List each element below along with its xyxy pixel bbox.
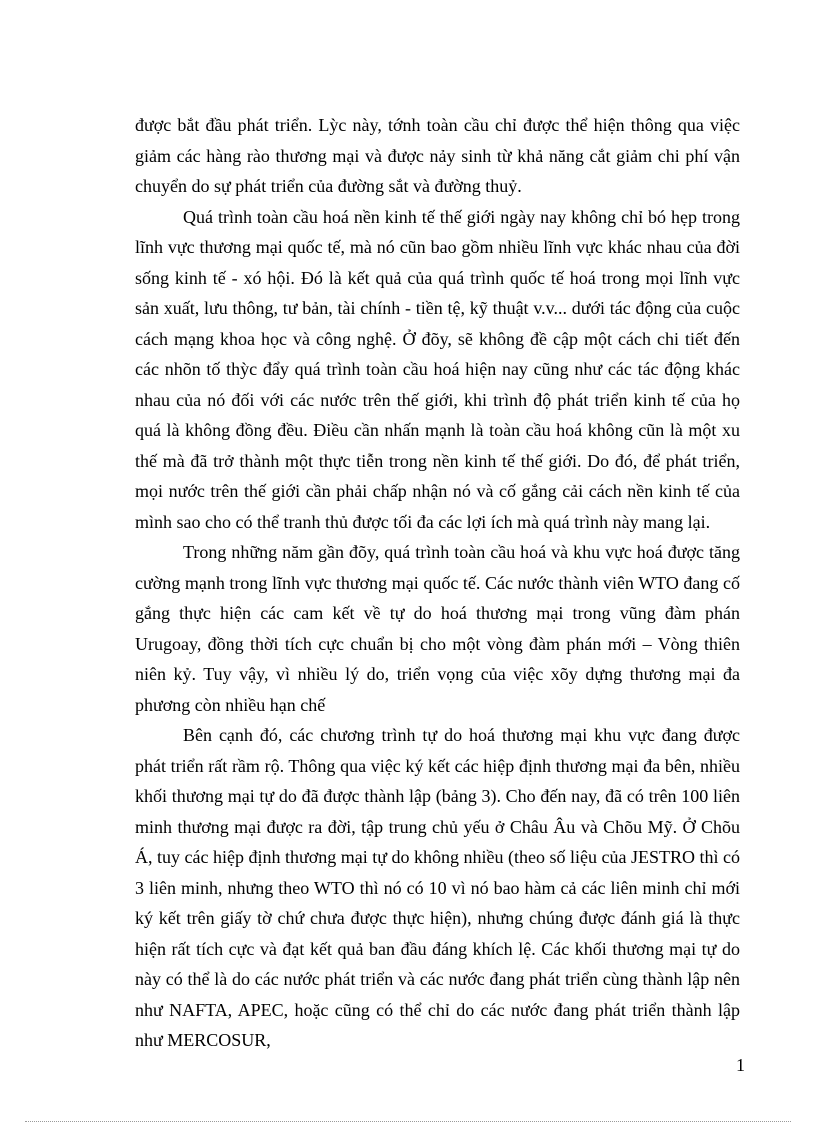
page-number: 1 — [736, 1055, 745, 1075]
paragraph-regional-trade: Bên cạnh đó, các chương trình tự do hoá thương mại khu vực đang được phát triển rất rầm rộ. Thông qua việc ký kết các hiệp định thương mại đa bên, nhiều khối thương mại tự do đã được thành lập (bảng 3). Cho đến nay, đã có trên 100 liên minh thương mại được ra đời, tập trung chủ yếu ở Châu Âu và Chõu Mỹ. Ở Chõu Á, tuy các hiệp định thương mại tự do không nhiều (theo số liệu của JESTRO thì có 3 liên minh, nhưng theo WTO thì nó có 10 vì nó bao hàm cả các liên minh chỉ mới ký kết trên giấy tờ chứ chưa được thực hiện), nhưng chúng được đánh giá là thực hiện rất tích cực và đạt kết quả ban đầu đáng khích lệ. Các khối thương mại tự do này có thể là do các nước phát triển và các nước đang phát triển cùng thành lập nên như NAFTA, APEC, hoặc cũng có thể chỉ do các nước đang phát triển thành lập như MERCOSUR, — [135, 725, 740, 1050]
paragraph-globalization-economy: Quá trình toàn cầu hoá nền kinh tế thế giới ngày nay không chỉ bó hẹp trong lĩnh vực thương mại quốc tế, mà nó cũn bao gồm nhiều lĩnh vực khác nhau của đời sống kinh tế - xó hội. Đó là kết quả của quá trình quốc tế hoá trong mọi lĩnh vực sản xuất, lưu thông, tư bản, tài chính - tiền tệ, kỹ thuật v.v... dưới tác động của cuộc cách mạng khoa học và công nghệ. Ở đõy, sẽ không đề cập một cách chi tiết đến các nhõn tố thỳc đẩy quá trình toàn cầu hoá hiện nay cũng như các tác động khác nhau của nó đối với các nước trên thế giới, khi trình độ phát triển kinh tế của họ quá là không đồng đều. Điều cần nhấn mạnh là toàn cầu hoá không cũn là một xu thế mà đã trở thành một thực tiễn trong nền kinh tế thế giới. Do đó, để phát triển, mọi nước trên thế giới cần phải chấp nhận nó và cố gắng cải cách nền kinh tế của mình sao cho có thể tranh thủ được tối đa các lợi ích mà quá trình này mang lại. — [135, 206, 740, 532]
paragraph-wto-trade: Trong những năm gần đõy, quá trình toàn cầu hoá và khu vực hoá được tăng cường mạnh trong lĩnh vực thương mại quốc tế. Các nước thành viên WTO đang cố gắng thực hiện các cam kết về tự do hoá thương mại trong vũng đàm phán Urugoay, đồng thời tích cực chuẩn bị cho một vòng đàm phán mới – Vòng thiên niên kỷ. Tuy vậy, vì nhiều lý do, triển vọng của việc xõy dựng thương mại đa phương còn nhiều hạn chế — [135, 542, 740, 715]
paragraph-continuation: được bắt đầu phát triển. Lỳc này, tớnh toàn cầu chỉ được thể hiện thông qua việc giảm các hàng rào thương mại và được nảy sinh từ khả năng cắt giảm chi phí vận chuyển do sự phát triển của đường sắt và đường thuỷ. — [135, 115, 740, 196]
body-text — [135, 110, 740, 1056]
page-bottom-divider — [25, 1121, 791, 1122]
